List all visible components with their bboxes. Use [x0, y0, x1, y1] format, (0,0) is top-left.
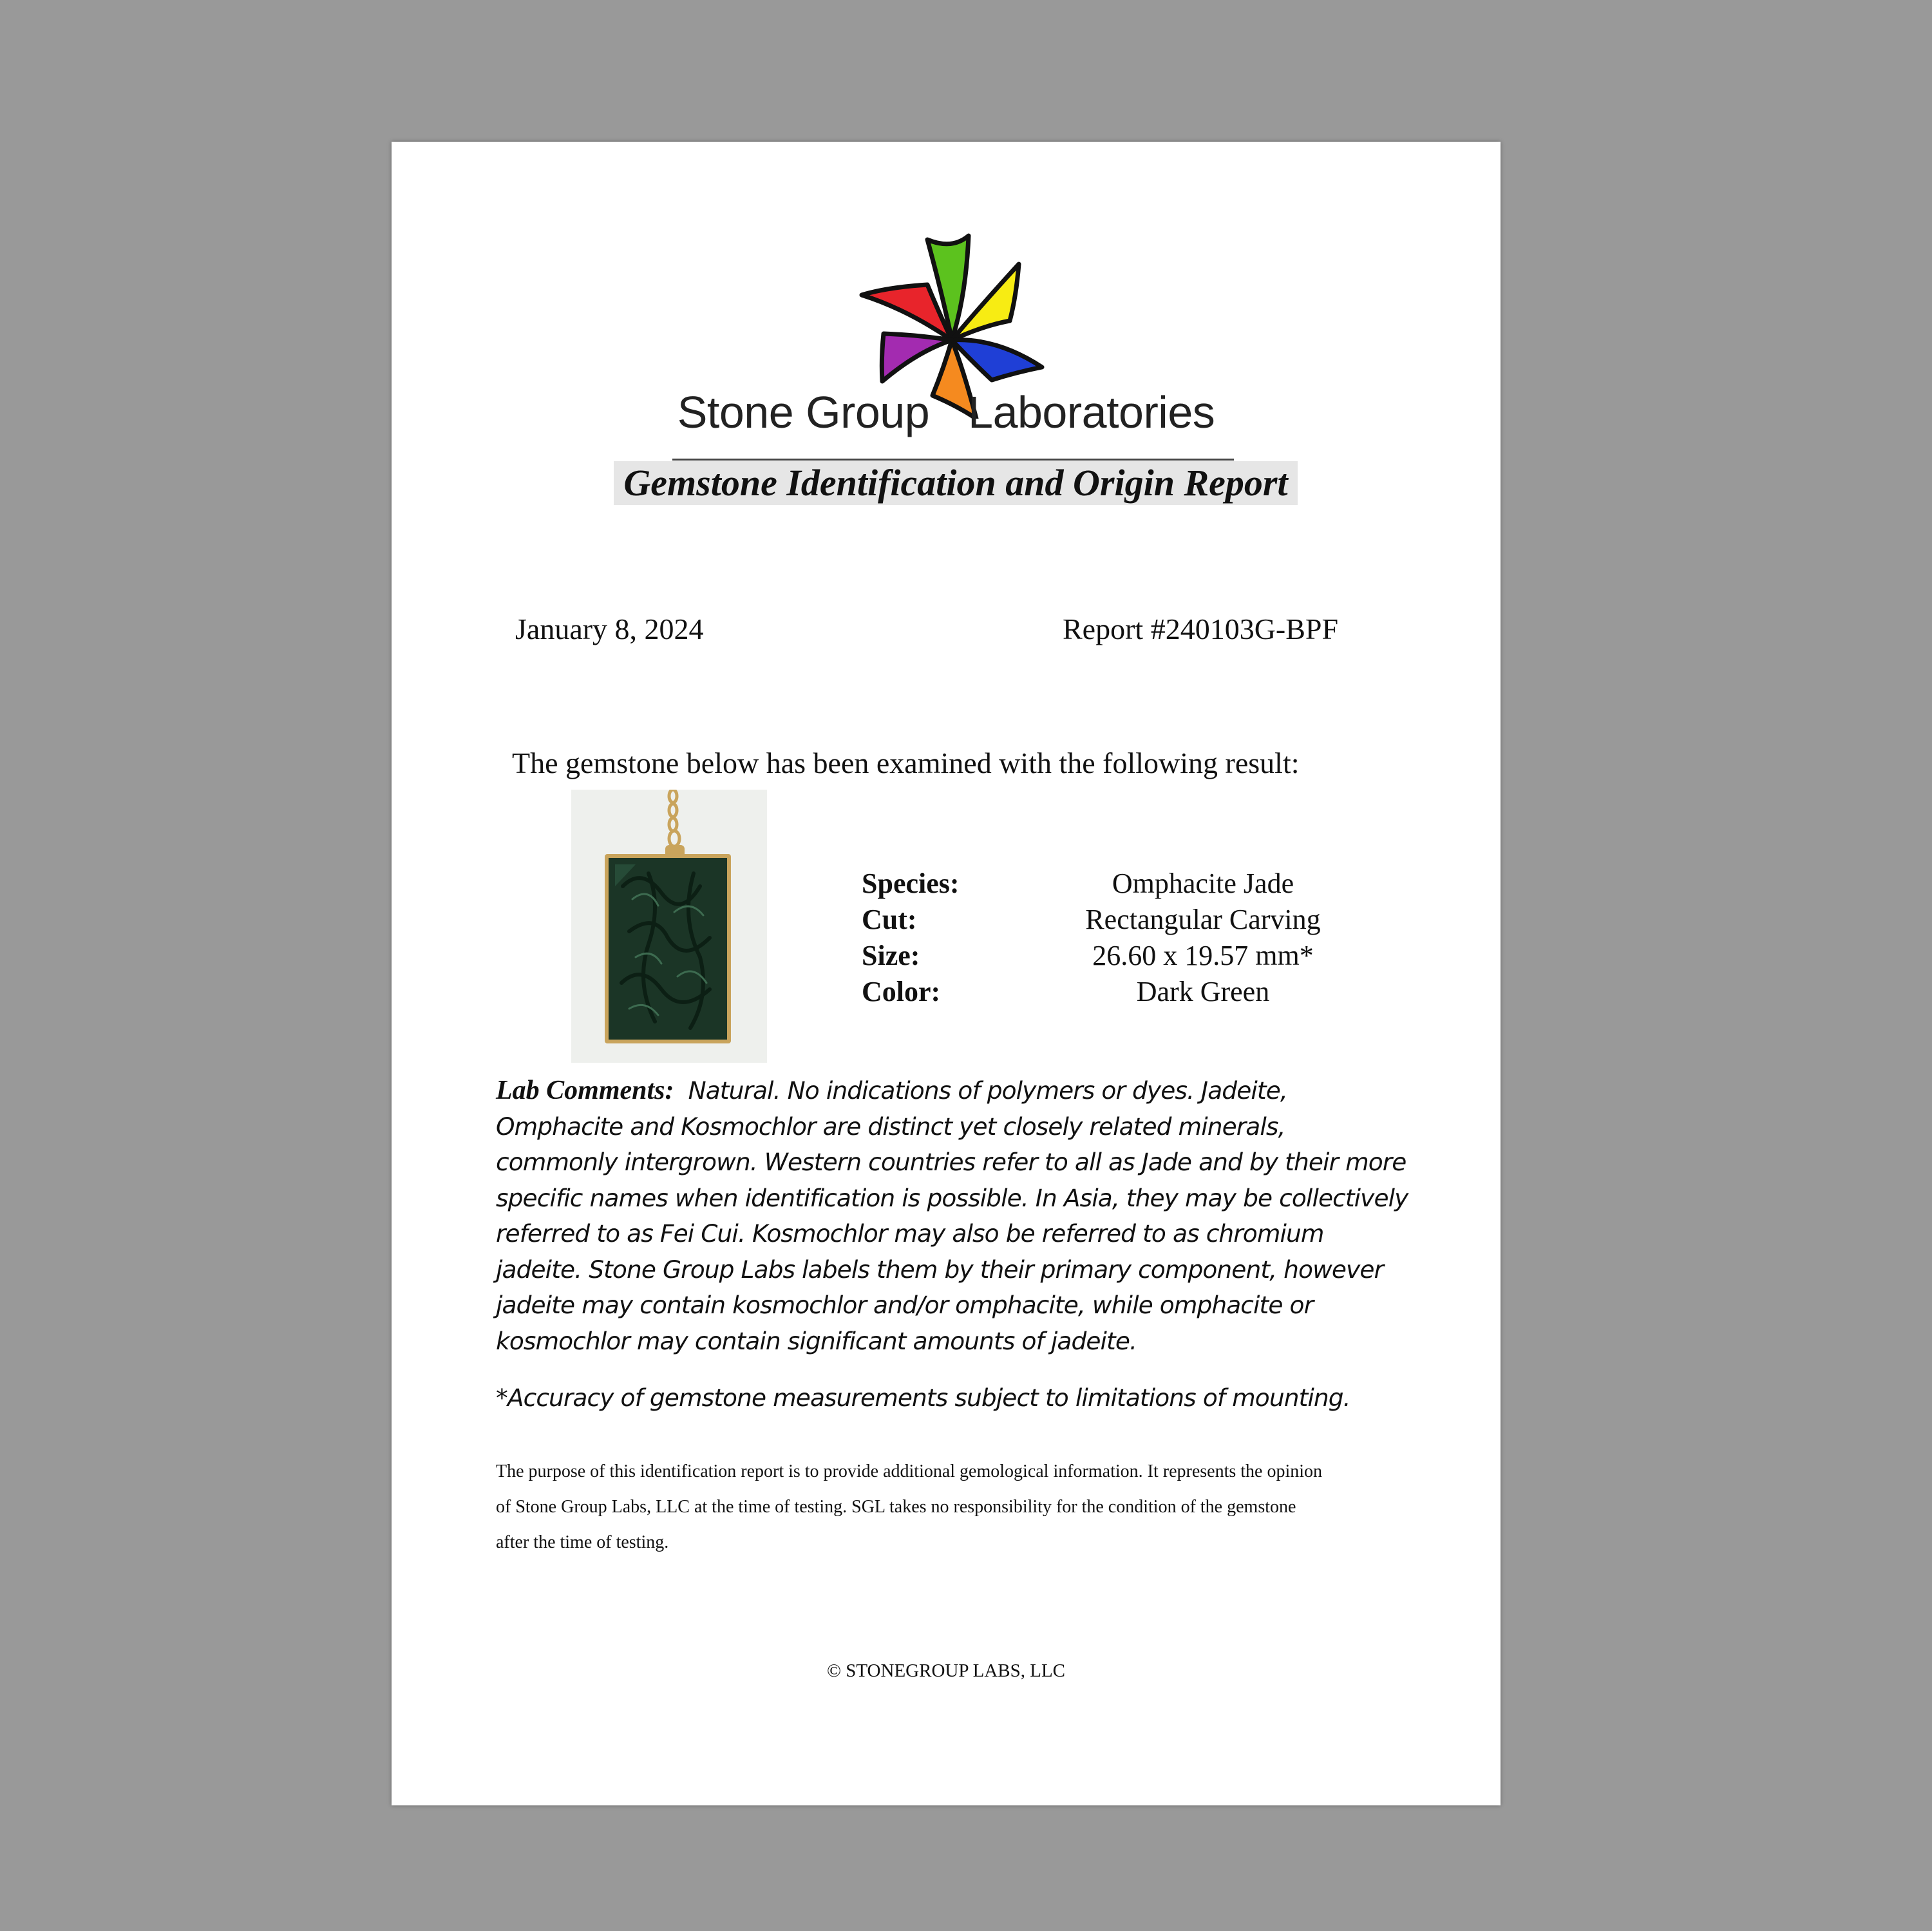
specs-table: [862, 866, 1377, 1010]
disclaimer-line: of Stone Group Labs, LLC at the time of testing. SGL takes no responsibility for the condition of the gemstone: [496, 1497, 1296, 1517]
report-number: Report #240103G-BPF: [1063, 613, 1339, 645]
brand-name-right: Laboratories: [968, 387, 1215, 437]
accuracy-note: *Accuracy of gemstone measurements subject to limitations of mounting.: [496, 1384, 1350, 1412]
lab-comments: [496, 1073, 1423, 1359]
spec-row-species: [862, 866, 1377, 902]
disclaimer-line: after the time of testing.: [496, 1532, 669, 1552]
brand-name: [392, 386, 1501, 438]
lab-comments-line: commonly intergrown. Western countries refer to all as Jade and by their more: [496, 1148, 1406, 1176]
lab-comments-line: specific names when identification is possible. In Asia, they may be collectively: [496, 1183, 1408, 1212]
spec-value: Rectangular Carving: [1085, 904, 1321, 935]
spec-label: Species:: [862, 868, 960, 899]
spec-value: Dark Green: [1136, 976, 1270, 1007]
spec-label: Size:: [862, 940, 920, 971]
lab-comments-line: referred to as Fei Cui. Kosmochlor may also be referred to as chromium: [496, 1219, 1324, 1248]
lab-comments-line: [496, 1073, 1423, 1109]
lab-comments-text: Natural. No indications of polymers or dyes. Jadeite,: [688, 1076, 1287, 1105]
lab-comments-line: Omphacite and Kosmochlor are distinct yet closely related minerals,: [496, 1112, 1285, 1141]
brand-name-left: Stone Group: [677, 387, 930, 437]
lab-comments-line: jadeite may contain kosmochlor and/or omphacite, while omphacite or: [496, 1291, 1314, 1319]
spec-label: Color:: [862, 976, 941, 1007]
lab-comments-line: jadeite. Stone Group Labs labels them by their primary component, however: [496, 1255, 1384, 1284]
spec-label: Cut:: [862, 904, 917, 935]
spec-row-color: [862, 974, 1377, 1010]
spec-row-size: [862, 938, 1377, 974]
spec-row-cut: [862, 902, 1377, 938]
copyright: © STONEGROUP LABS, LLC: [826, 1660, 1066, 1681]
report-page: [392, 142, 1501, 1805]
intro-text: The gemstone below has been examined with the following result:: [512, 747, 1300, 779]
header-divider: [672, 459, 1234, 461]
lab-comments-line: kosmochlor may contain significant amounts of jadeite.: [496, 1326, 1137, 1355]
report-title: Gemstone Identification and Origin Report: [614, 461, 1298, 505]
jade-pendant-photo: [571, 790, 767, 1063]
spec-value: Omphacite Jade: [1112, 868, 1294, 899]
disclaimer: [496, 1454, 1397, 1560]
lab-comments-label: Lab Comments:: [496, 1076, 674, 1105]
disclaimer-line: The purpose of this identification report is to provide additional gemological information. It represents the opinion: [496, 1461, 1323, 1481]
spec-value: 26.60 x 19.57 mm*: [1092, 940, 1314, 971]
report-date: January 8, 2024: [515, 613, 704, 645]
